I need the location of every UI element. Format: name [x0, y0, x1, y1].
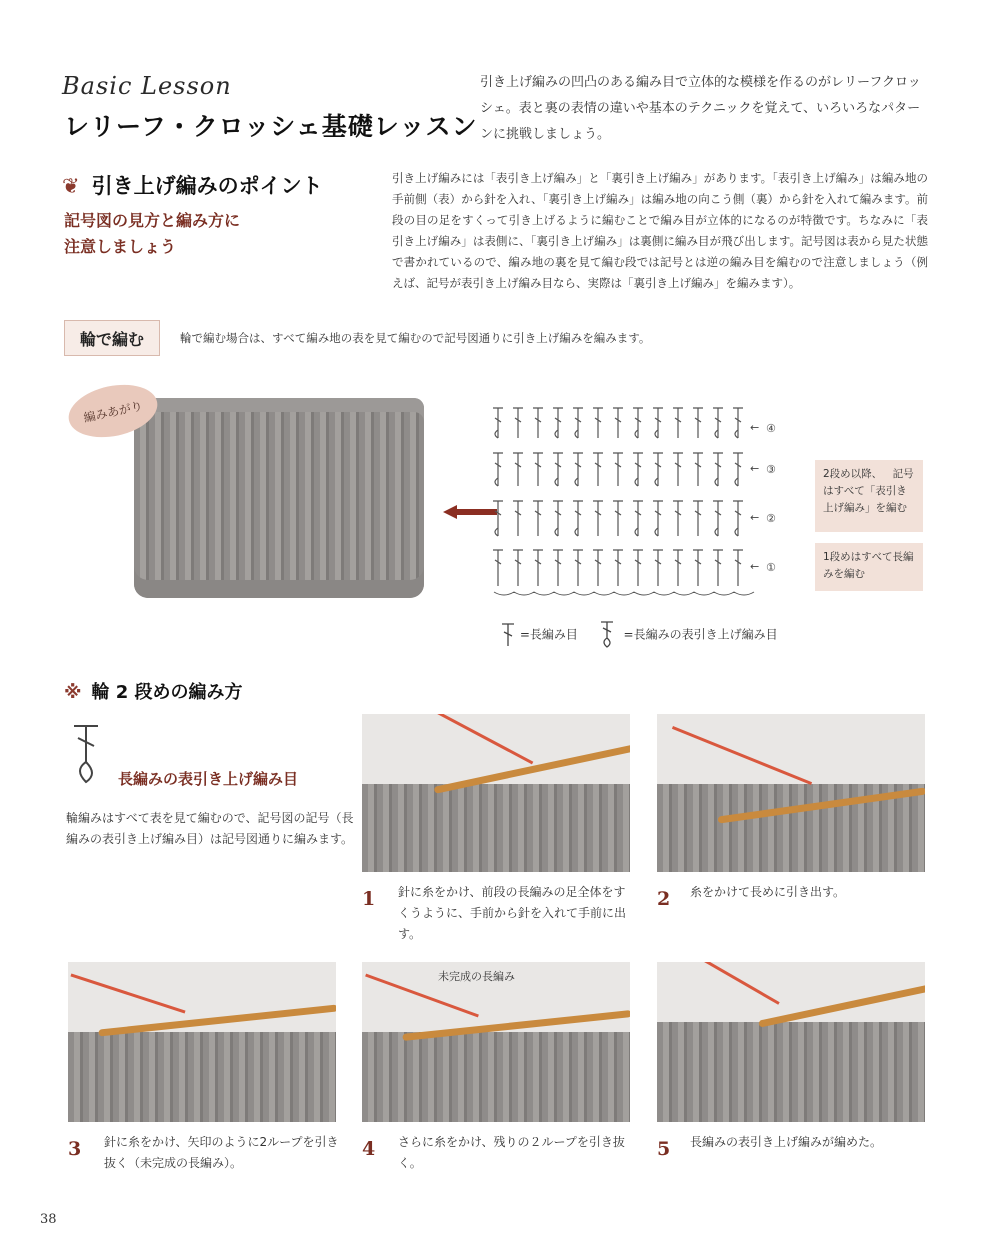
stitch-symbol [513, 453, 523, 486]
stitch-symbol [533, 453, 543, 486]
stitch-symbol [713, 453, 723, 486]
stitch-symbol [513, 408, 523, 438]
step-5-photo [657, 962, 925, 1122]
page-number: 38 [40, 1212, 57, 1227]
section-heading [62, 170, 323, 200]
ring-tag: 輪で編む [64, 320, 160, 356]
row-label-1: ① [766, 561, 776, 574]
callout-unfinished-dc: 未完成の長編み [438, 970, 515, 983]
intro-paragraph: 引き上げ編みの凹凸のある編み目で立体的な模様を作るのがレリーフクロッシェ。表と裏の表情の違いや基本のテクニックを覚えて、いろいろなパターンに挑戦しましょう。 [480, 75, 921, 142]
stitch-symbol [713, 550, 723, 586]
knit-texture [134, 398, 424, 598]
section-subheading [64, 208, 304, 260]
row-arrow-1: ← [750, 560, 760, 573]
page-title: レリーフ・クロッシェ基礎レッスン [64, 112, 478, 141]
section2-body: 輪編みはすべて表を見て編むので、記号図の記号（長編みの表引き上げ編み目）は記号図通りに編みます。 [66, 811, 354, 846]
stitch-symbol [493, 453, 503, 486]
stitch-symbol [573, 501, 583, 536]
stitch-symbol [553, 501, 563, 536]
stitch-symbol [573, 453, 583, 486]
stitch-symbol [653, 408, 663, 438]
step-number: 4 [362, 1138, 376, 1160]
stitch-symbol [533, 501, 543, 536]
front-post-symbol-icon [598, 620, 620, 650]
section2-heading [64, 678, 243, 704]
stitch-symbol [733, 550, 743, 586]
legend-dc-label: =長編み目 [519, 627, 578, 642]
step-4-photo [362, 962, 630, 1122]
symbol-name: 長編みの表引き上げ編み目 [118, 770, 299, 788]
step-text: 糸をかけて長めに引き出す。 [690, 885, 846, 899]
bow-icon: ❦ [62, 174, 80, 198]
finished-badge: 編みあがり [64, 377, 162, 445]
reference-mark-icon: ※ [64, 682, 82, 703]
stitch-symbol [613, 501, 623, 536]
stitch-symbol [713, 408, 723, 438]
stitch-symbol [633, 453, 643, 486]
stitch-symbol [693, 408, 703, 438]
stitch-symbol [733, 453, 743, 486]
step-text: さらに糸をかけ、残りの２ループを引き抜く。 [398, 1135, 625, 1170]
step-3-photo [68, 962, 336, 1122]
symbol-chart [488, 398, 798, 604]
chart-legend [500, 620, 778, 650]
row-label-3: ③ [766, 463, 776, 476]
stitch-symbol [693, 550, 703, 586]
subheading-line-1: 記号図の見方と編み方に [64, 211, 241, 230]
stitch-symbol [673, 408, 683, 438]
stitch-symbol [593, 501, 603, 536]
stitch-symbol [593, 408, 603, 438]
section2-heading-text: 輪 2 段めの編み方 [91, 682, 243, 703]
step-text: 針に糸をかけ、矢印のように2ループを引き抜く（未完成の長編み）。 [104, 1135, 339, 1170]
stitch-symbol [593, 453, 603, 486]
stitch-symbol [613, 453, 623, 486]
stitch-symbol [553, 453, 563, 486]
stitch-symbol [653, 550, 663, 586]
stitch-symbol [633, 501, 643, 536]
brand-script-heading: Basic Lesson [62, 72, 232, 100]
legend-fpdc-label: =長編みの表引き上げ編み目 [623, 627, 778, 642]
section-heading-text: 引き上げ編みのポイント [91, 174, 323, 198]
stitch-symbol [693, 453, 703, 486]
stitch-symbol [613, 550, 623, 586]
section-body-text: 引き上げ編みには「表引き上げ編み」と「裏引き上げ編み」があります。「表引き上げ編み」は編み地の手前側（表）から針を入れ、「裏引き上げ編み」は編み地の向こう側（裏）から針を入れて編みます。前段の目の足をすくって引き上げるように編むことで編み目が立体的になるのが特徴です。ちなみに「表引き上げ編み」は表側に、「裏引き上げ編み」は裏側に編み目が飛び出します。記号図は表から見た状態で書かれているので、編み地の裏を見て編む段では記号とは逆の編み目を編むので注意しましょう（例えば、記号が表引き上げ編み目なら、実際は「裏引き上げ編み」を編みます）。 [392, 171, 928, 290]
row-arrow-4: ← [750, 421, 760, 434]
stitch-symbol [533, 408, 543, 438]
row-label-2: ② [766, 512, 776, 525]
stitch-symbol [493, 501, 503, 536]
step-number: 1 [362, 888, 376, 910]
stitch-symbol [573, 408, 583, 438]
ring-description: 輪で編む場合は、すべて編み地の表を見て編むので記号図通りに引き上げ編みを編みます。 [180, 331, 651, 345]
stitch-symbol [493, 550, 503, 586]
stitch-symbol [673, 550, 683, 586]
note-row1: 1段めはすべて長編みを編む [815, 543, 923, 591]
step-text: 長編みの表引き上げ編みが編めた。 [690, 1135, 883, 1149]
subheading-line-2: 注意しましょう [64, 237, 177, 256]
stitch-symbol [613, 408, 623, 438]
step-2-photo [657, 714, 925, 872]
note-row2-onward: 2段め以降、 記号はすべて「表引き上げ編み」を編む [815, 460, 923, 532]
stitch-symbol [733, 501, 743, 536]
step-number: 3 [68, 1138, 82, 1160]
row-label-4: ④ [766, 422, 776, 435]
double-crochet-symbol-icon [500, 622, 516, 648]
stitch-symbol [553, 550, 563, 586]
stitch-symbol [513, 501, 523, 536]
front-post-symbol-large-icon [66, 722, 106, 792]
row-arrow-3: ← [750, 462, 760, 475]
stitch-symbol [693, 501, 703, 536]
stitch-symbol [513, 550, 523, 586]
stitch-symbol [653, 501, 663, 536]
stitch-symbol [633, 408, 643, 438]
stitch-symbol [593, 550, 603, 586]
stitch-symbol [493, 408, 503, 438]
stitch-symbol [653, 453, 663, 486]
stitch-symbol [533, 550, 543, 586]
stitch-symbol [673, 501, 683, 536]
stitch-symbol [573, 550, 583, 586]
stitch-symbol [713, 501, 723, 536]
stitch-symbol [733, 408, 743, 438]
step-text: 針に糸をかけ、前段の長編みの足全体をすくうように、手前から針を入れて手前に出す。 [398, 885, 627, 941]
row-arrow-2: ← [750, 511, 760, 524]
stitch-symbol [673, 453, 683, 486]
step-number: 2 [657, 888, 671, 910]
stitch-symbol [553, 408, 563, 438]
stitch-symbol [633, 550, 643, 586]
step-number: 5 [657, 1138, 671, 1160]
step-1-photo [362, 714, 630, 872]
